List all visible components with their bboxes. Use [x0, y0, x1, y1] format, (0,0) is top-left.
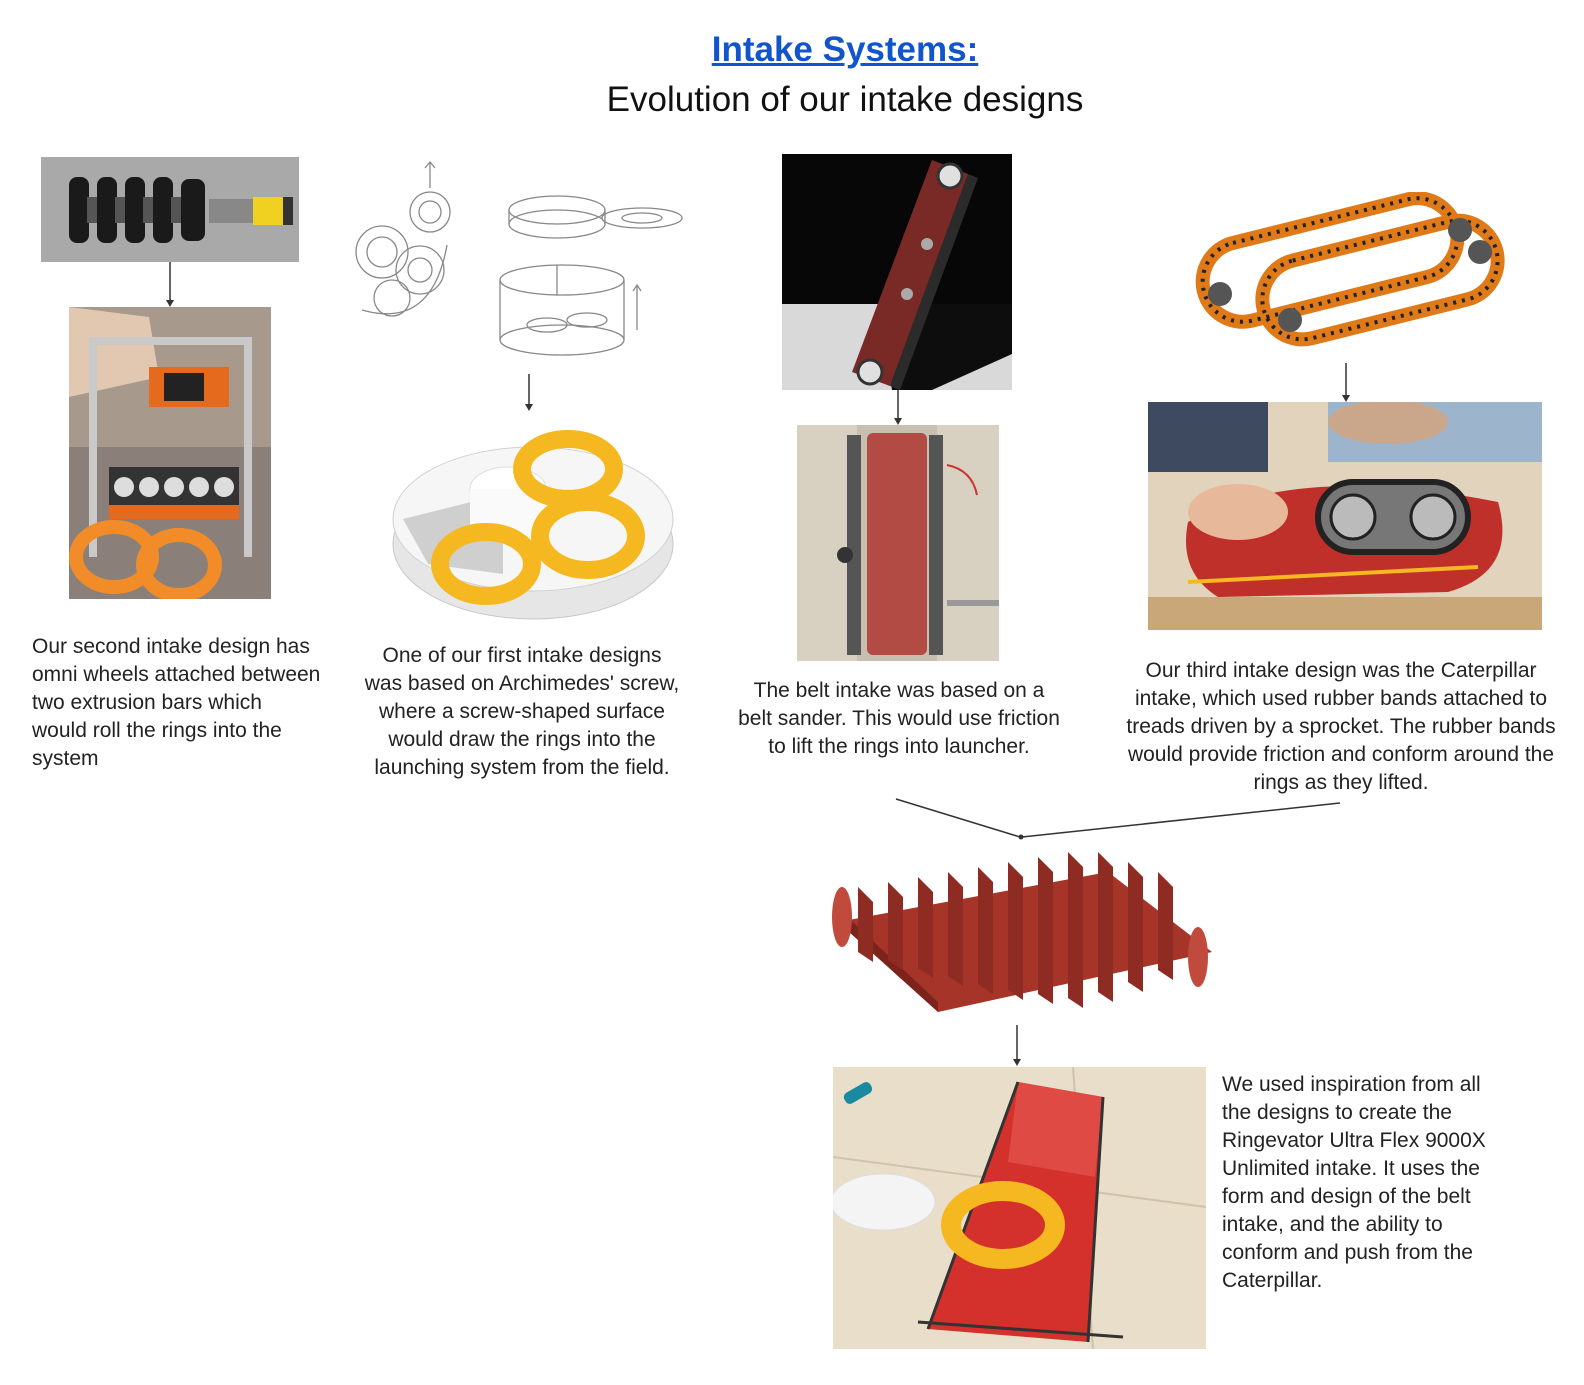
arrow-down-icon — [519, 374, 539, 412]
page-title: Intake Systems: — [711, 30, 979, 69]
converging-connector — [890, 795, 1350, 840]
arrow-down-icon — [160, 262, 180, 308]
page-subtitle: Evolution of our intake designs — [606, 80, 1084, 119]
arrow-down-icon — [1007, 1025, 1027, 1067]
arrow-down-icon — [888, 390, 908, 426]
final-caption: We used inspiration from all the designs to create the Ringevator Ultra Flex 9000X Unlimited intake. It uses the form and design of the belt intake, and the ability to conform and push from the Caterpillar. — [1222, 1073, 1486, 1292]
final-cad-image — [828, 852, 1212, 1017]
omni-wheel-prototype-photo — [69, 307, 271, 599]
belt-caption: The belt intake was based on a belt sander. This would use friction to lift the rings into launcher. — [738, 679, 1060, 758]
omni-caption: Our second intake design has omni wheels attached between two extrusion bars which would roll the rings into the system — [32, 635, 321, 770]
belt-cad-image — [782, 154, 1012, 390]
caterpillar-caption: Our third intake design was the Caterpillar intake, which used rubber bands attached to treads driven by a sprocket. The rubber bands would provide friction and conform around the rings as they lifted. — [1126, 659, 1556, 794]
final-prototype-photo — [833, 1067, 1206, 1349]
archimedes-sketch-image — [352, 160, 697, 358]
belt-prototype-photo — [797, 425, 999, 661]
archimedes-caption: One of our first intake designs was based on Archimedes' screw, where a screw-shaped surface would draw the rings into the launching system from the field. — [364, 644, 680, 779]
caterpillar-prototype-photo — [1148, 402, 1542, 630]
arrow-down-icon — [1336, 363, 1356, 403]
omni-wheel-cad-image — [41, 157, 299, 262]
archimedes-render-image — [388, 424, 678, 622]
caterpillar-cad-image — [1160, 192, 1510, 350]
